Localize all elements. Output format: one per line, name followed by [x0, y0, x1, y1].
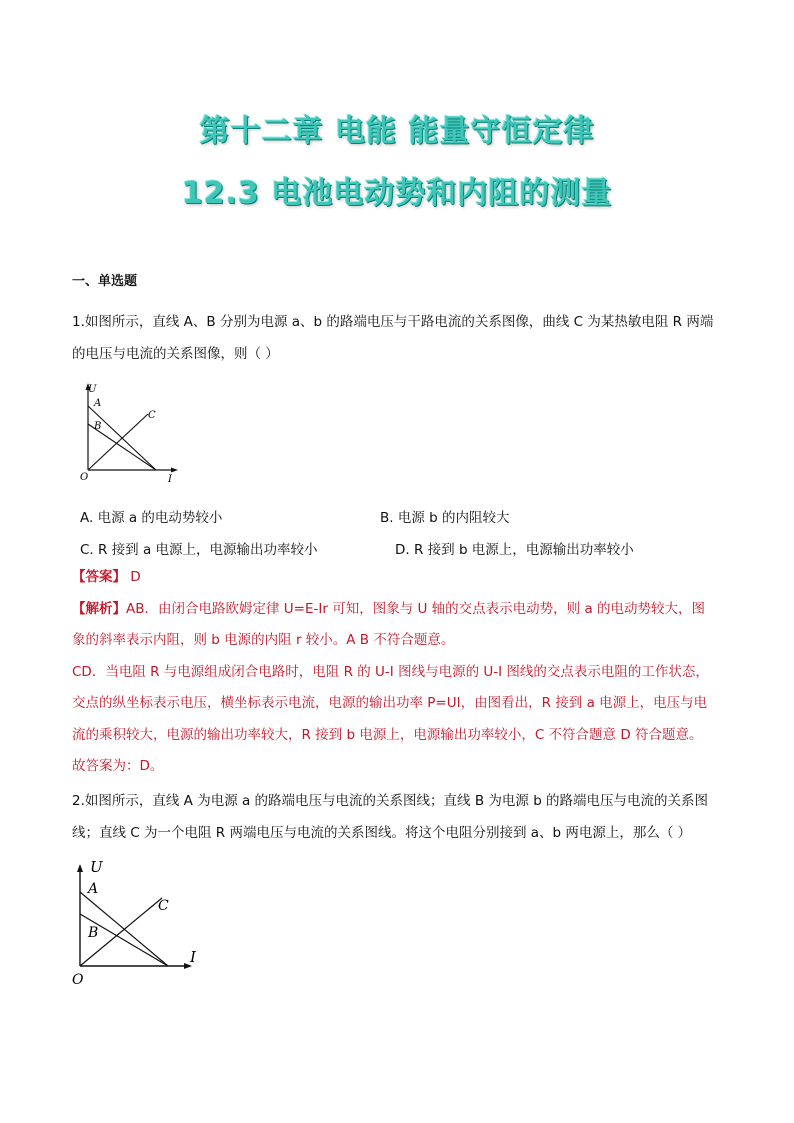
q1-option-a: A. 电源 a 的电动势较小: [80, 510, 223, 526]
answer-tag: 【答案】: [72, 569, 126, 585]
analysis-line6: 故答案为：D。: [72, 758, 164, 774]
q1-label-c: C: [148, 410, 156, 421]
q2-label-a: A: [88, 881, 99, 897]
q1-answer: [72, 562, 732, 783]
chapter-title: 第十二章 电能 能量守恒定律: [199, 114, 595, 149]
analysis-line3: CD．当电阻 R 与电源组成闭合电路时，电阻 R 的 U-I 图线与电源的 U-I 图线的交点表示电阻的工作状态，: [72, 663, 709, 680]
analysis-line4: 交点的纵坐标表示电压，横坐标表示电流，电源的输出功率 P=UI，由图看出，R 接到 a 电源上，电压与电: [72, 695, 708, 711]
q2-label-c: C: [158, 898, 169, 914]
q2-stem: [72, 786, 732, 849]
q1-figure: [78, 378, 188, 486]
analysis-line2: 象的斜率表示内阻，则 b 电源的内阻 r 较小。A B 不符合题意。: [72, 632, 455, 648]
q1-label-i: I: [168, 474, 172, 485]
q1-option-b: B. 电源 b 的内阻较大: [380, 510, 510, 526]
q1-stem: [72, 307, 732, 370]
q2-stem-line1: 2.如图所示，直线 A 为电源 a 的路端电压与电流的关系图线；直线 B 为电源 b 的路端电压与电流的关系图: [72, 793, 709, 809]
q2-label-b: B: [88, 925, 99, 941]
q1-stem-line1: 1.如图所示，直线 A、B 分别为电源 a、b 的路端电压与干路电流的关系图像，曲线 C 为某热敏电阻 R 两端: [72, 314, 714, 330]
analysis-line5: 流的乘积较大，电源的输出功率较大，R 接到 b 电源上，电源输出功率较小，C 不符合题意 D 符合题意。: [72, 726, 703, 743]
q2-figure: [68, 856, 208, 991]
analysis-line1: AB．由闭合电路欧姆定律 U=E-Ir 可知，图象与 U 轴的交点表示电动势，则 a 的电动势较大，图: [126, 600, 706, 617]
q1-label-a: A: [94, 398, 102, 409]
section-heading: 一、单选题: [72, 274, 138, 289]
q1-label-u: U: [88, 384, 97, 395]
q2-stem-line2: 线；直线 C 为一个电阻 R 两端电压与电流的关系图线。将这个电阻分别接到 a、b 两电源上，那么（ ）: [72, 824, 692, 841]
q1-label-o: O: [80, 472, 89, 483]
answer-value: D: [126, 569, 141, 585]
lesson-title: 12.3 电池电动势和内阻的测量: [181, 176, 613, 211]
q1-label-b: B: [94, 421, 102, 432]
q1-option-d: D. R 接到 b 电源上，电源输出功率较小: [395, 542, 634, 558]
q2-label-o: O: [72, 972, 84, 988]
q1-option-c: C. R 接到 a 电源上，电源输出功率较小: [80, 542, 318, 558]
q2-label-u: U: [90, 858, 103, 876]
q1-stem-line2: 的电压与电流的关系图像，则（ ）: [72, 345, 279, 362]
analysis-tag: 【解析】: [72, 600, 126, 617]
q2-label-i: I: [190, 948, 196, 966]
